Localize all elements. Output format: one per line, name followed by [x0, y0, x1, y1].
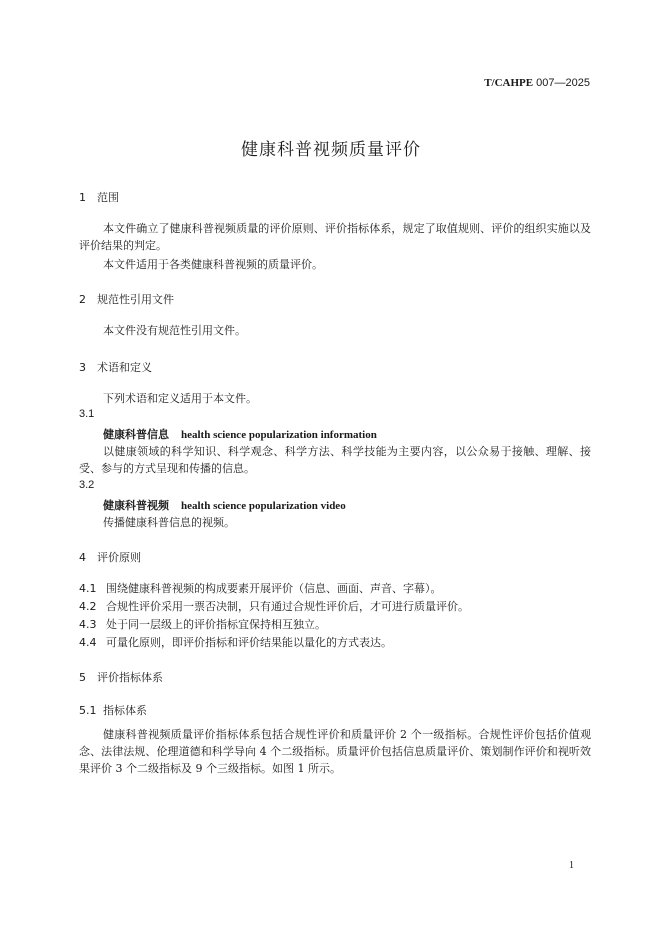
term-3-1-number: 3.1	[79, 408, 95, 420]
section-3-heading: 3 术语和定义	[79, 361, 152, 374]
section-5-1-heading: 5.1 指标体系	[79, 704, 147, 717]
term-3-2-definition: 传播健康科普信息的视频。	[103, 516, 235, 529]
section-1-paragraph-1: 本文件确立了健康科普视频质量的评价原则、评价指标体系，规定了取值规则、评价的组织实施以及评价结果的判定。	[79, 222, 591, 252]
principle-item: 4.2 合规性评价采用一票否决制，只有通过合规性评价后，才可进行质量评价。	[79, 600, 469, 613]
section-4-heading: 4 评价原则	[79, 551, 141, 564]
section-2-paragraph-1: 本文件没有规范性引用文件。	[103, 324, 246, 337]
page-number: 1	[569, 860, 574, 871]
principle-item: 4.3 处于同一层级上的评价指标宜保持相互独立。	[79, 618, 326, 631]
section-1-heading: 1 范围	[79, 191, 119, 204]
term-3-1-title: 健康科普信息 health science popularization information	[103, 428, 377, 441]
section-2-heading: 2 规范性引用文件	[79, 293, 174, 306]
term-3-2-title: 健康科普视频 health science popularization video	[103, 499, 346, 512]
section-3-intro: 下列术语和定义适用于本文件。	[103, 392, 257, 405]
principle-item: 4.1 围绕健康科普视频的构成要素开展评价（信息、画面、声音、字幕）。	[79, 582, 442, 595]
principle-item: 4.4 可量化原则，即评价指标和评价结果能以量化的方式表达。	[79, 636, 392, 649]
section-5-heading: 5 评价指标体系	[79, 671, 163, 684]
document-title: 健康科普视频质量评价	[241, 140, 421, 160]
section-5-1-paragraph: 健康科普视频质量评价指标体系包括合规性评价和质量评价 2 个一级指标。合规性评价包括价值观念、法律法规、伦理道德和科学导向 4 个二级指标。质量评价包括信息质量评价、策划制作评价和视听效果评价 3 个二级指标及 9 个三级指标。如图 1 所示。	[79, 728, 591, 775]
term-3-2-number: 3.2	[79, 479, 95, 491]
section-1-paragraph-2: 本文件适用于各类健康科普视频的质量评价。	[103, 258, 323, 271]
standard-code: T/CAHPE 007—2025	[484, 77, 590, 89]
term-3-1-definition: 以健康领域的科学知识、科学观念、科学方法、科学技能为主要内容，以公众易于接触、理解、接受、参与的方式呈现和传播的信息。	[79, 445, 591, 475]
